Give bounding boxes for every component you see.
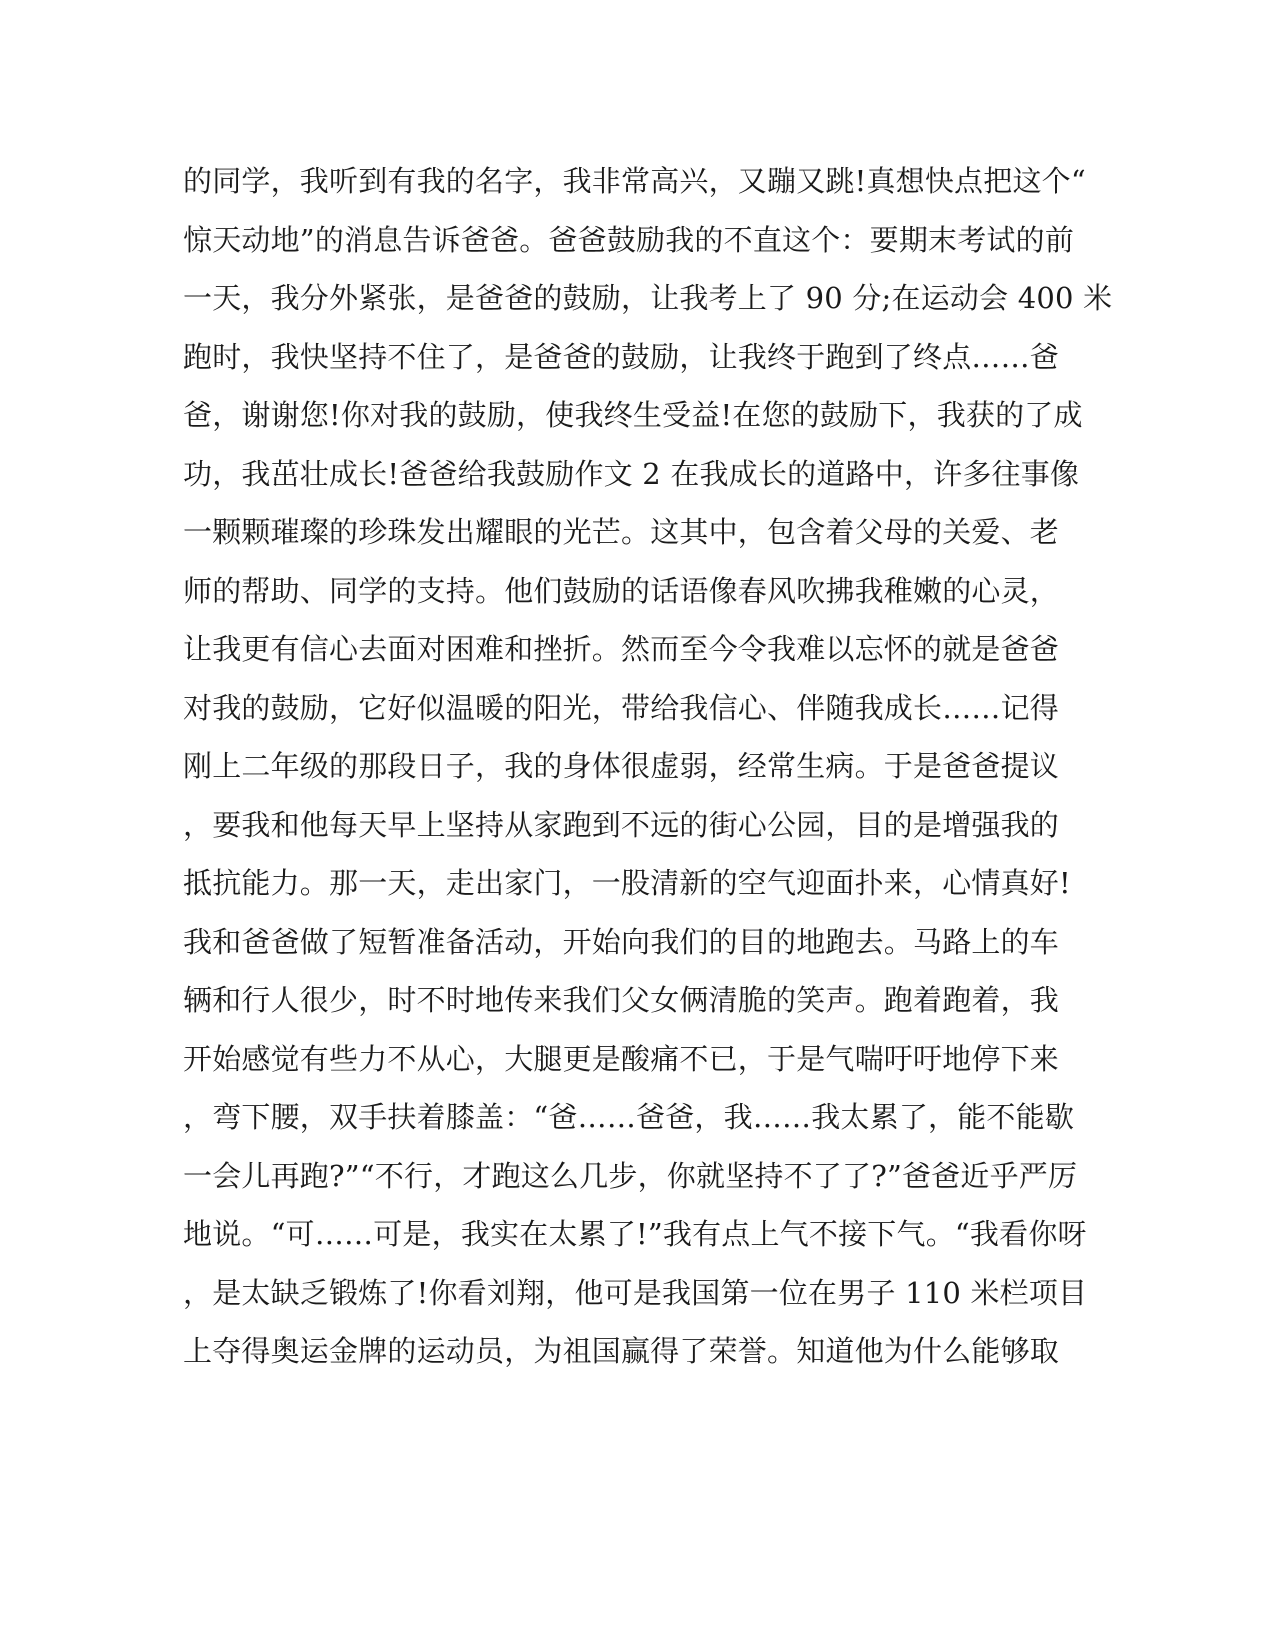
text-line: 辆和行人很少，时不时地传来我们父女俩清脆的笑声。跑着跑着，我 [183,983,1060,1017]
text-line: 功，我茁壮成长!爸爸给我鼓励作文 2 在我成长的道路中，许多往事像 [183,456,1080,491]
text-line: 我和爸爸做了短暂准备活动，开始向我们的目的地跑去。马路上的车 [183,924,1060,959]
text-line: 跑时，我快坚持不住了，是爸爸的鼓励，让我终于跑到了终点……爸 [183,339,1060,374]
text-line: 刚上二年级的那段日子，我的身体很虚弱，经常生病。于是爸爸提议 [183,749,1060,783]
text-line: 地说。“可……可是，我实在太累了!”我有点上气不接下气。“我看你呀 [183,1217,1087,1251]
text-line: 爸，谢谢您!你对我的鼓励，使我终生受益!在您的鼓励下，我获的了成 [183,398,1083,432]
text-line: 上夺得奥运金牌的运动员，为祖国赢得了荣誉。知道他为什么能够取 [183,1334,1060,1368]
text-line: 一颗颗璀璨的珍珠发出耀眼的光芒。这其中，包含着父母的关爱、老 [183,515,1060,549]
text-line: ，弯下腰，双手扶着膝盖：“爸……爸爸，我……我太累了，能不能歇 [183,1100,1075,1134]
text-line: ，要我和他每天早上坚持从家跑到不远的街心公园，目的是增强我的 [183,807,1060,842]
text-line: 对我的鼓励，它好似温暖的阳光，带给我信心、伴随我成长……记得 [183,690,1060,725]
text-line: ，是太缺乏锻炼了!你看刘翔，他可是我国第一位在男子 110 米栏项目 [183,1275,1088,1310]
text-line: 师的帮助、同学的支持。他们鼓励的话语像春风吹拂我稚嫩的心灵， [183,573,1060,608]
text-line: 一天，我分外紧张，是爸爸的鼓励，让我考上了 90 分;在运动会 400 米 [183,281,1113,315]
text-line: 一会儿再跑?”“不行，才跑这么几步，你就坚持不了了?”爸爸近乎严厉 [183,1158,1078,1193]
text-line: 的同学，我听到有我的名字，我非常高兴，又蹦又跳!真想快点把这个“ [183,164,1086,198]
text-line: 抵抗能力。那一天，走出家门，一股清新的空气迎面扑来，心情真好! [183,866,1071,900]
text-line: 开始感觉有些力不从心，大腿更是酸痛不已，于是气喘吁吁地停下来 [183,1041,1060,1076]
text-line: 惊天动地”的消息告诉爸爸。爸爸鼓励我的不直这个：要期末考试的前 [183,222,1075,257]
text-line: 让我更有信心去面对困难和挫折。然而至今令我难以忘怀的就是爸爸 [183,632,1060,666]
essay-body [183,159,1113,1388]
